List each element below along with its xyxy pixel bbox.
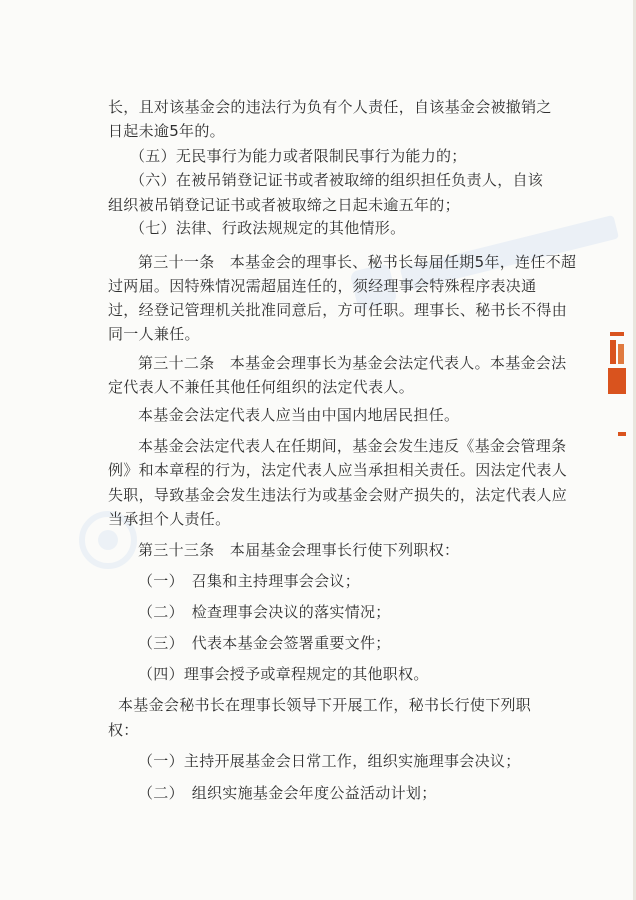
text-line: 例》和本章程的行为，法定代表人应当承担相关责任。因法定代表人 [108,461,568,479]
text-line: 长，且对该基金会的违法行为负有个人责任，自该基金会被撤销之 [108,98,552,116]
list-item: （一） 召集和主持理事会会议； [138,572,361,590]
text-line: 日起未逾5年的。 [108,122,225,140]
article-32-line: 第三十二条 本基金会理事长为基金会法定代表人。本基金会法 [138,354,567,372]
seal-fragment-icon [608,332,636,452]
text-line: 同一人兼任。 [108,325,200,343]
text-line: 当承担个人责任。 [108,510,231,528]
list-item: （二） 组织实施基金会年度公益活动计划； [138,784,437,802]
text-line: 本基金会秘书长在理事长领导下开展工作，秘书长行使下列职 [118,696,532,714]
text-line: 组织被吊销登记证书或者被取缔之日起未逾五年的； [108,196,460,214]
list-item: （二） 检查理事会决议的落实情况； [138,603,391,621]
text-line: 失职，导致基金会发生违法行为或基金会财产损失的，法定代表人应 [108,486,568,504]
text-line: 权： [108,721,139,739]
text-line: （六）在被吊销登记证书或者被取缔的组织担任负责人，自该 [130,171,544,189]
text-line: （五）无民事行为能力或者限制民事行为能力的； [130,147,467,165]
article-33-line: 第三十三条 本届基金会理事长行使下列职权： [138,541,460,559]
list-item: （三） 代表本基金会签署重要文件； [138,634,391,652]
list-item: （四）理事会授予或章程规定的其他职权。 [138,665,429,683]
text-line: （七）法律、行政法规规定的其他情形。 [130,219,406,237]
list-item: （一）主持开展基金会日常工作，组织实施理事会决议； [138,752,521,770]
text-line: 过两届。因特殊情况需超届连任的，须经理事会特殊程序表决通 [108,277,537,295]
text-line: 过，经登记管理机关批准同意后，方可任职。理事长、秘书长不得由 [108,301,568,319]
text-line: 本基金会法定代表人应当由中国内地居民担任。 [138,406,460,424]
text-line: 定代表人不兼任其他任何组织的法定代表人。 [108,378,415,396]
text-line: 本基金会法定代表人在任期间，基金会发生违反《基金会管理条 [138,437,567,455]
article-31-line: 第三十一条 本基金会的理事长、秘书长每届任期5年，连任不超 [138,253,577,271]
